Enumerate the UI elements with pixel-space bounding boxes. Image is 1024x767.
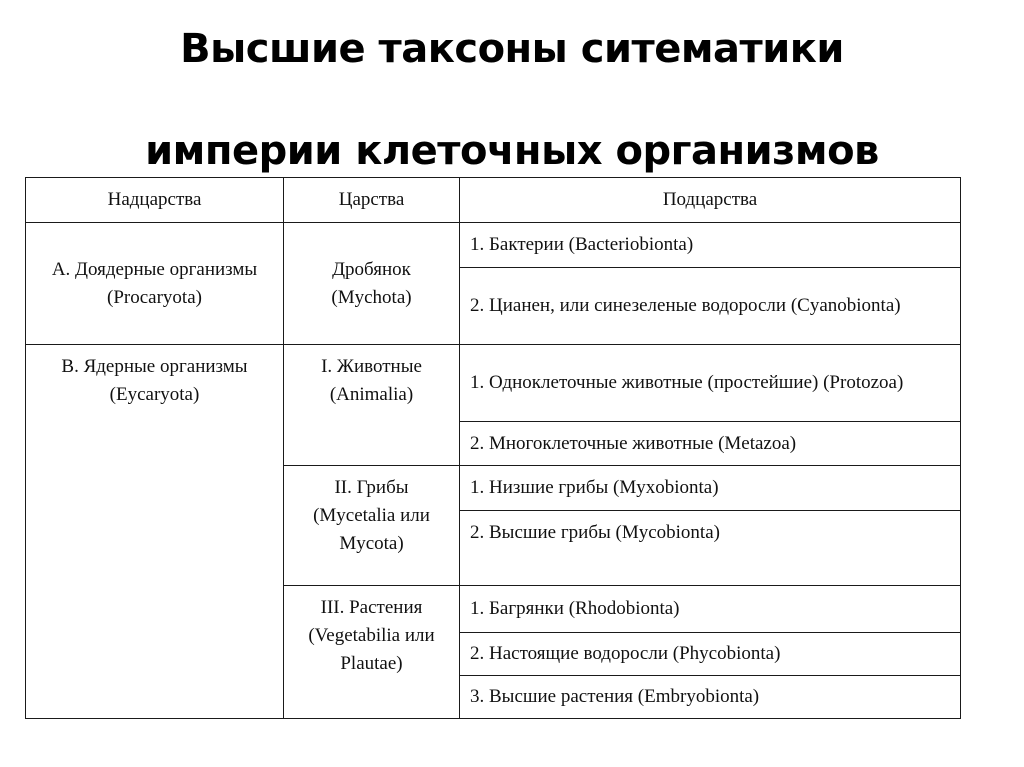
subkingdom-cell: 1. Одноклеточные животные (простейшие) (Protozoa) — [460, 345, 961, 422]
subkingdom-cell: 3. Высшие растения (Embryobionta) — [460, 676, 961, 719]
subkingdom-cell: 2. Многоклеточные животные (Metazoa) — [460, 422, 961, 466]
subkingdom-cell: 2. Цианен, или синезеленые водоросли (Cyanobionta) — [460, 268, 961, 345]
kingdom-latin: (Animalia) — [329, 384, 414, 405]
taxonomy-table — [25, 177, 961, 719]
kingdom-cell — [284, 345, 460, 466]
subkingdom-cell: 1. Низшие грибы (Myxobionta) — [460, 466, 961, 511]
superkingdom-cell — [26, 345, 284, 719]
subkingdom-cell: 2. Высшие грибы (Mycobionta) — [460, 511, 961, 586]
header-kingdoms: Царства — [284, 178, 460, 223]
kingdom-latin: (Mycetalia или Mycota) — [313, 505, 430, 554]
table-row — [26, 345, 961, 422]
kingdom-name: Дробянок — [332, 258, 411, 280]
kingdom-cell — [284, 223, 460, 345]
kingdom-latin: (Mychota) — [331, 286, 412, 308]
header-subkingdoms: Подцарства — [460, 178, 961, 223]
slide-title-line-1: Высшие таксоны ситематики — [180, 26, 844, 72]
superkingdom-name: А. Доядерные организмы — [51, 258, 258, 280]
header-superkingdoms: Надцарства — [26, 178, 284, 223]
kingdom-latin: (Vegetabilia или Plautae) — [308, 625, 435, 674]
superkingdom-name: В. Ядерные организмы — [61, 356, 248, 377]
subkingdom-cell: 1. Багрянки (Rhodobionta) — [460, 586, 961, 633]
superkingdom-latin: (Eycaryota) — [109, 384, 200, 405]
subkingdom-cell: 2. Настоящие водоросли (Phycobionta) — [460, 633, 961, 676]
superkingdom-cell — [26, 223, 284, 345]
kingdom-name: II. Грибы — [334, 477, 409, 498]
table-row — [26, 223, 961, 268]
table-header-row — [26, 178, 961, 223]
subkingdom-cell: 1. Бактерии (Bacteriobionta) — [460, 223, 961, 268]
kingdom-name: III. Растения — [320, 597, 423, 618]
slide-title-line-2: империи клеточных организмов — [145, 128, 879, 174]
kingdom-cell — [284, 466, 460, 586]
kingdom-cell — [284, 586, 460, 719]
superkingdom-latin: (Procaryota) — [107, 286, 202, 308]
kingdom-name: I. Животные — [321, 356, 422, 377]
